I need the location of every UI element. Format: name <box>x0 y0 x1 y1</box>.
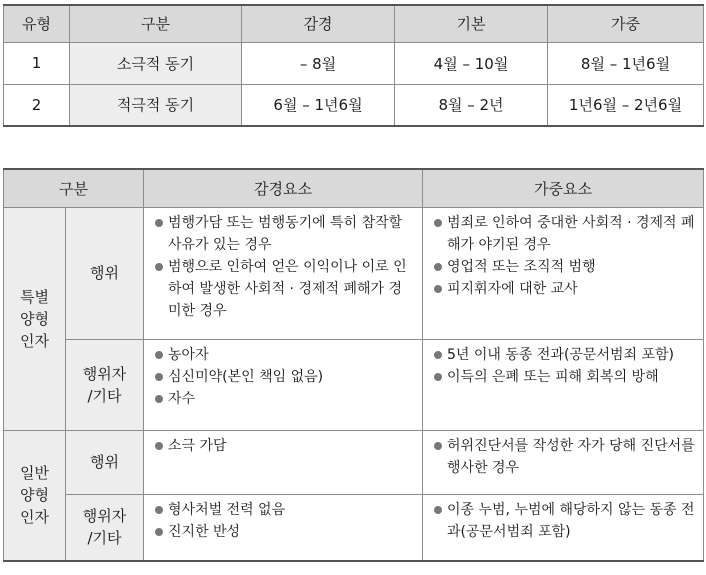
list-item: 자수 <box>154 388 414 410</box>
list-item: 이득의 은폐 또는 피해 회복의 방해 <box>433 366 695 388</box>
list-item: 허위진단서를 작성한 자가 당해 진단서를 행사한 경우 <box>433 435 695 479</box>
table-row <box>4 42 704 84</box>
table-row <box>4 207 704 339</box>
type-cell: 1 <box>4 42 70 84</box>
col-header-aggravating-factors: 가중요소 <box>423 169 704 207</box>
subgroup-label <box>66 430 144 494</box>
col-header-type: 유형 <box>4 5 70 42</box>
aggravating-factors-cell <box>423 430 704 494</box>
type-cell: 2 <box>4 84 70 126</box>
list-item: 진지한 반성 <box>154 521 414 543</box>
subgroup-label-line: 행위 <box>90 453 119 471</box>
col-header-category: 구분 <box>4 169 144 207</box>
group-label-line: 양형 <box>20 309 49 328</box>
group-label-line: 인자 <box>20 331 49 350</box>
mitigating-factors-cell <box>144 339 423 430</box>
table-row <box>4 339 704 430</box>
subgroup-label-line: 행위자 <box>82 507 127 526</box>
col-header-category: 구분 <box>70 5 242 42</box>
group-label-line: 일반 <box>20 464 49 483</box>
basic-range-cell: 8월 – 2년 <box>395 84 548 126</box>
subgroup-label <box>66 207 144 339</box>
basic-range-cell: 4월 – 10월 <box>395 42 548 84</box>
subgroup-label-line: 행위 <box>90 264 119 282</box>
group-label-general-factors <box>4 430 66 561</box>
subgroup-label-line: /기타 <box>87 386 122 405</box>
group-label-line: 양형 <box>20 486 49 505</box>
aggravating-factors-cell <box>423 494 704 561</box>
col-header-basic: 기본 <box>395 5 548 42</box>
col-header-mitigating-factors: 감경요소 <box>144 169 423 207</box>
list-item: 피지휘자에 대한 교사 <box>433 278 695 300</box>
group-label-line: 인자 <box>20 508 49 527</box>
mitigating-factors-cell <box>144 430 423 494</box>
category-cell: 적극적 동기 <box>70 84 242 126</box>
sentencing-factors-table <box>3 168 704 562</box>
list-item: 범행가담 또는 범행동기에 특히 참작할 사유가 있는 경우 <box>154 212 414 256</box>
subgroup-label <box>66 339 144 430</box>
subgroup-label-line: /기타 <box>87 529 122 548</box>
table-row <box>4 84 704 126</box>
aggravated-range-cell: 1년6월 – 2년6월 <box>548 84 704 126</box>
mitigated-range-cell: – 8월 <box>242 42 395 84</box>
subgroup-label-line: 행위자 <box>82 364 127 383</box>
mitigating-factors-cell <box>144 494 423 561</box>
list-item: 범행으로 인하여 얻은 이익이나 이로 인하여 발생한 사회적 · 경제적 폐해가 경미한 경우 <box>154 256 414 322</box>
table-header-row <box>4 169 704 207</box>
subgroup-label <box>66 494 144 561</box>
category-cell: 소극적 동기 <box>70 42 242 84</box>
group-label-line: 특별 <box>20 287 49 306</box>
aggravating-factors-cell <box>423 207 704 339</box>
col-header-mitigated: 감경 <box>242 5 395 42</box>
table-header-row <box>4 5 704 42</box>
table-row <box>4 430 704 494</box>
list-item: 범죄로 인하여 중대한 사회적 · 경제적 폐해가 야기된 경우 <box>433 212 695 256</box>
mitigated-range-cell: 6월 – 1년6월 <box>242 84 395 126</box>
table-row <box>4 494 704 561</box>
list-item: 심신미약(본인 책임 없음) <box>154 366 414 388</box>
mitigating-factors-cell <box>144 207 423 339</box>
list-item: 소극 가담 <box>154 435 414 457</box>
aggravated-range-cell: 8월 – 1년6월 <box>548 42 704 84</box>
sentencing-range-table <box>3 4 704 127</box>
list-item: 5년 이내 동종 전과(공문서범죄 포함) <box>433 344 695 366</box>
col-header-aggravated: 가중 <box>548 5 704 42</box>
group-label-special-factors <box>4 207 66 430</box>
list-item: 이종 누범, 누범에 해당하지 않는 동종 전과(공문서범죄 포함) <box>433 499 695 543</box>
list-item: 영업적 또는 조직적 범행 <box>433 256 695 278</box>
aggravating-factors-cell <box>423 339 704 430</box>
list-item: 형사처벌 전력 없음 <box>154 499 414 521</box>
list-item: 농아자 <box>154 344 414 366</box>
